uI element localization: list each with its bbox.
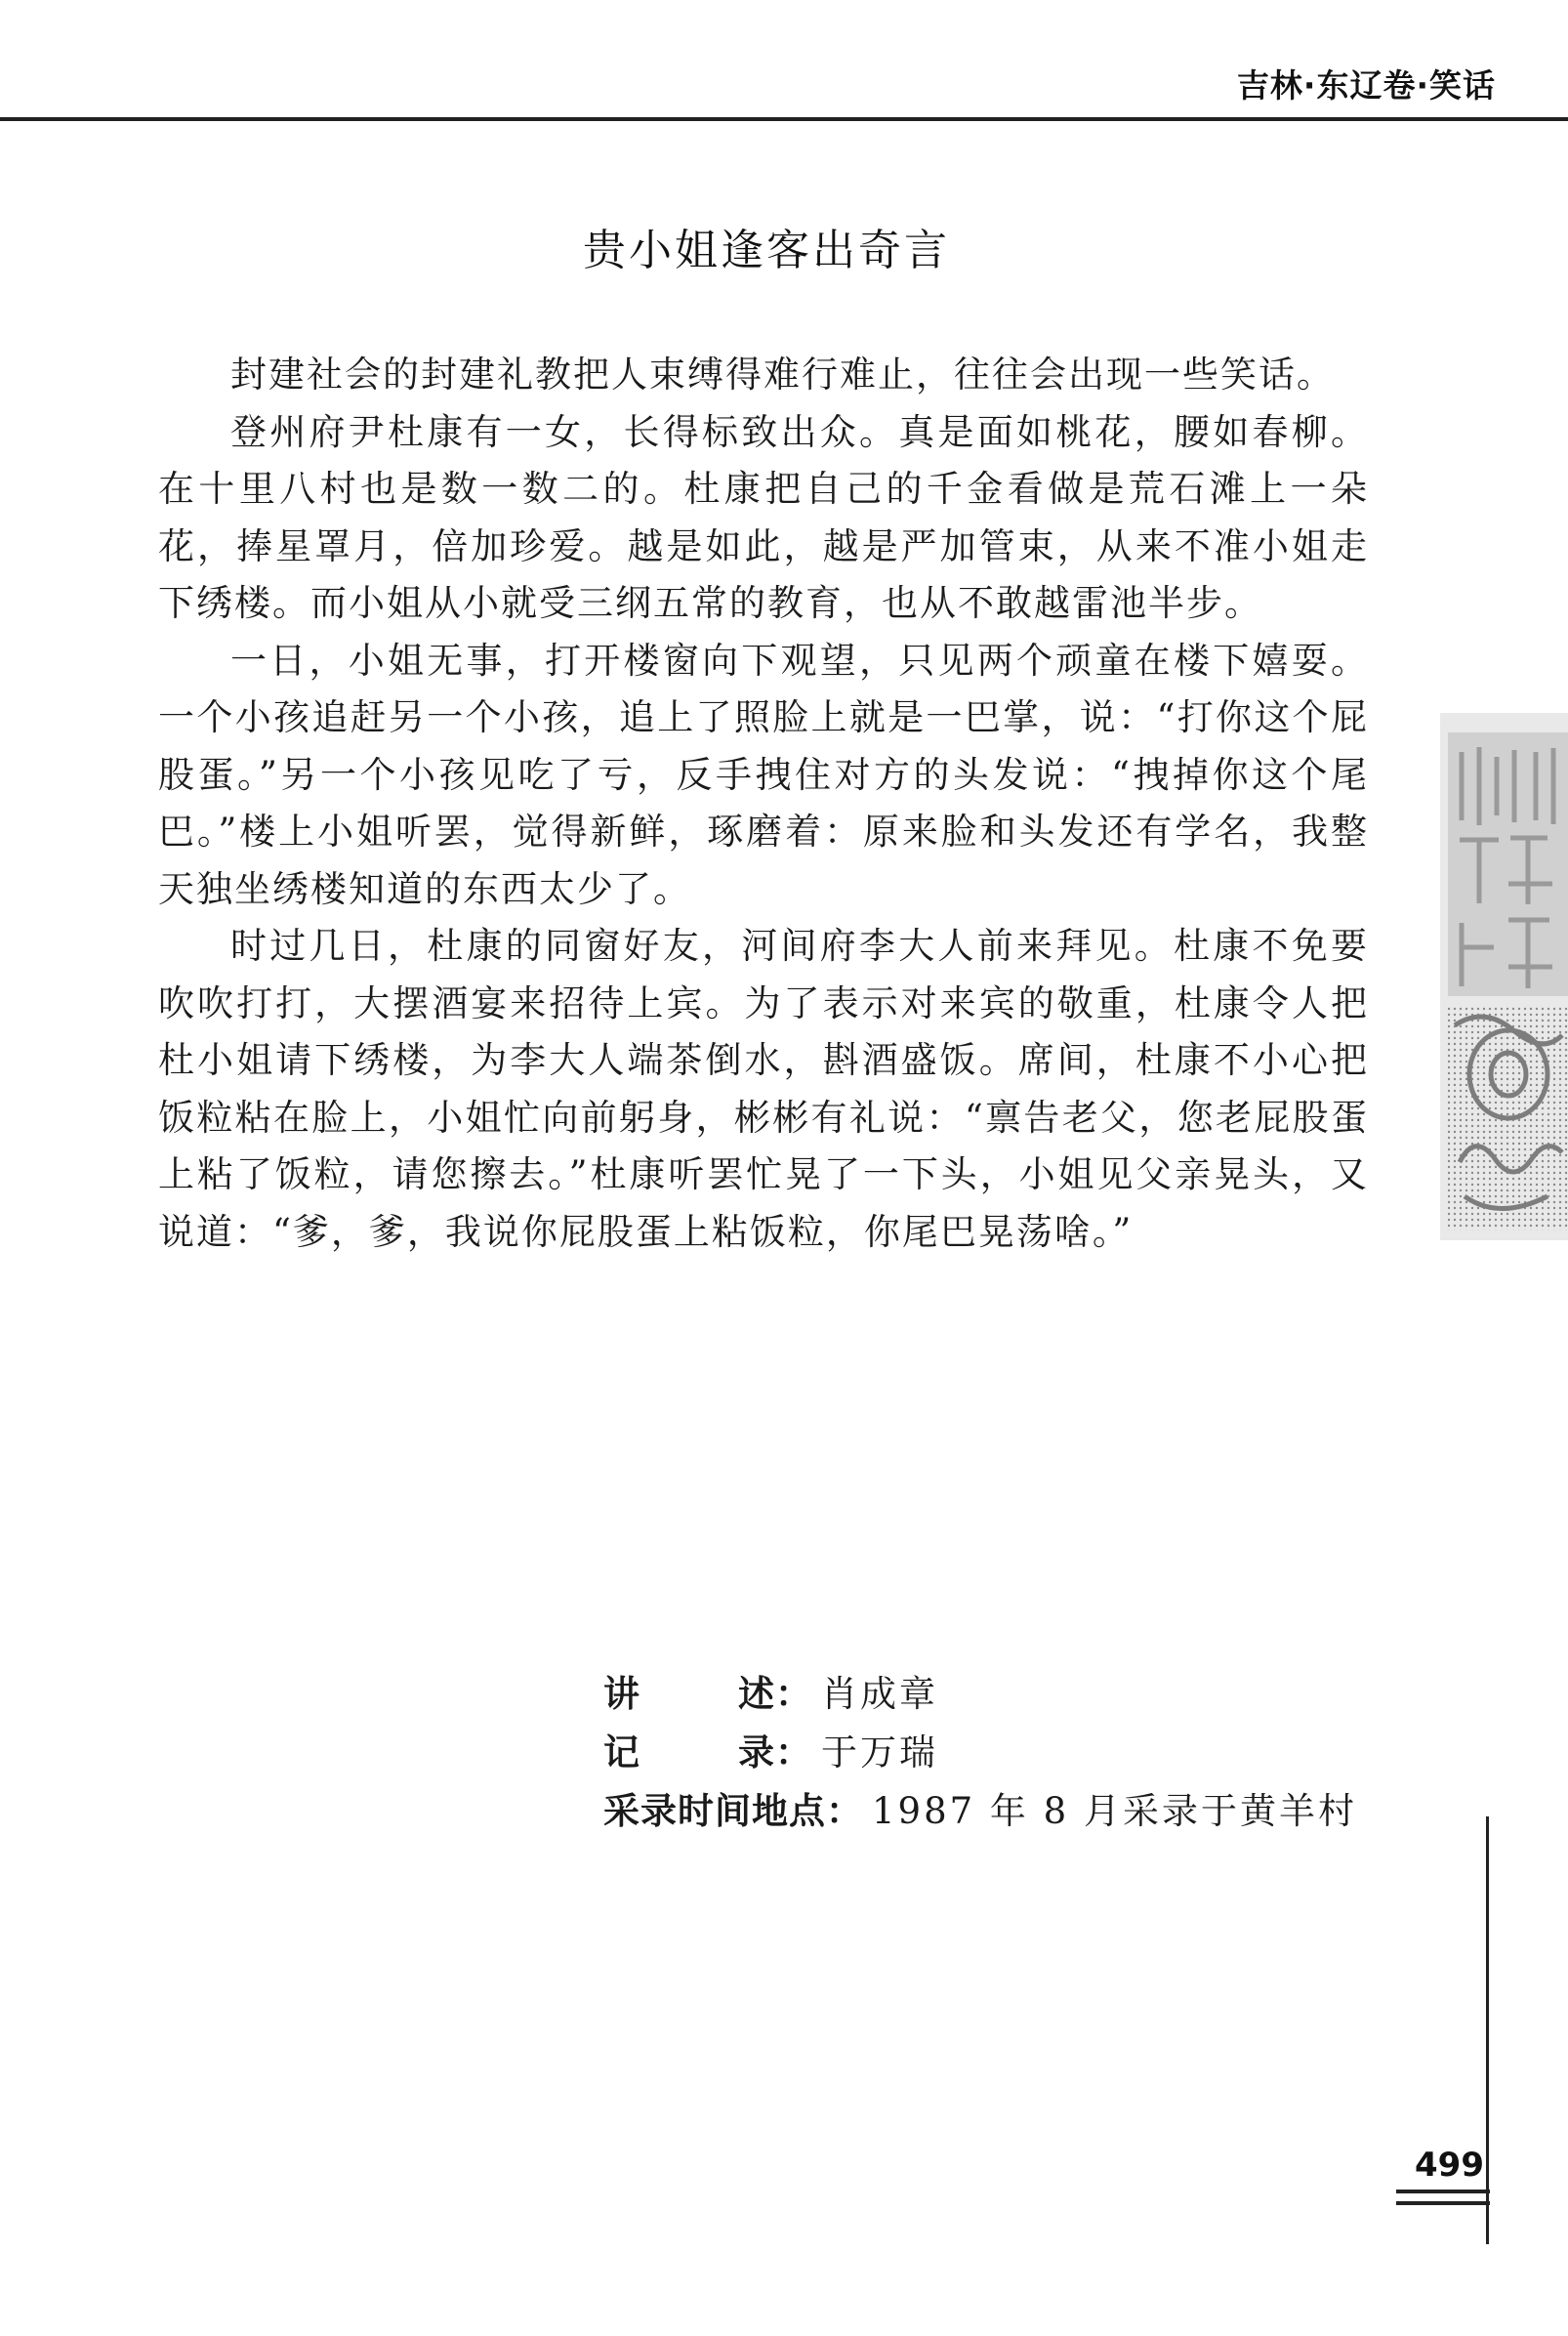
credit-narrator [603,1665,1357,1724]
margin-vertical-rule [1486,1816,1489,2244]
header-rule [0,117,1568,121]
running-header: 吉林·东辽卷·笑话 [1236,66,1496,104]
credit-separator: ： [775,1673,811,1715]
paragraph: 封建社会的封建礼教把人束缚得难行难止，往往会出现一些笑话。 [230,354,1335,396]
paragraph: 一日，小姐无事，打开楼窗向下观望，只见两个顽童在楼下嬉耍。一个小孩追赶另一个小孩，追上了照脸上就是一巴掌，说：“打你这个屁股蛋。”另一个小孩见吃了亏，反手拽住对方的头发说：“拽掉你这个尾巴。”楼上小姐听罢，觉得新鲜，琢磨着：原来脸和头发还有学名，我整天独坐绣楼知道的东西太少了。 [158,639,1369,910]
recorder-name: 于万瑞 [821,1731,938,1773]
time-place-label: 采录时间地点 [603,1790,826,1832]
credit-separator: ： [775,1731,811,1773]
credit-time-place [603,1782,1357,1841]
paragraph: 时过几日，杜康的同窗好友，河间府李大人前来拜见。杜康不免要吹吹打打，大摆酒宴来招待上宾。为了表示对来宾的敬重，杜康令人把杜小姐请下绣楼，为李大人端茶倒水，斟酒盛饭。席间，杜康不小心把饭粒粘在脸上，小姐忙向前躬身，彬彬有礼说：“禀告老父，您老屁股蛋上粘了饭粒，请您擦去。”杜康听罢忙晃了一下头，小姐见父亲晃头，又说道：“爹，爹，我说你屁股蛋上粘饭粒，你尾巴晃荡啥。” [158,925,1369,1253]
paragraph: 登州府尹杜康有一女，长得标致出众。真是面如桃花，腰如春柳。在十里八村也是数一数二的。杜康把自己的千金看做是荒石滩上一朵花，捧星罩月，倍加珍爱。越是如此，越是严加管束，从来不准小姐走下绣楼。而小姐从小就受三纲五常的教育，也从不敢越雷池半步。 [158,410,1369,624]
credits-block [603,1665,1357,1841]
page-number-rule [1396,2201,1490,2205]
credit-separator: ： [826,1790,862,1832]
narrator-label: 讲述 [603,1673,775,1715]
story-title: 贵小姐逢客出奇言 [583,226,950,275]
credit-recorder [603,1724,1357,1782]
page-number-rule [1396,2190,1490,2193]
series-seal-graphic [1440,713,1568,1240]
recorder-label: 记录 [603,1731,775,1773]
time-place-value: 1987 年 8 月采录于黄羊村 [872,1790,1357,1832]
page-number: 499 [1415,2146,1484,2185]
narrator-name: 肖成章 [821,1673,938,1715]
story-body [158,347,1369,1261]
